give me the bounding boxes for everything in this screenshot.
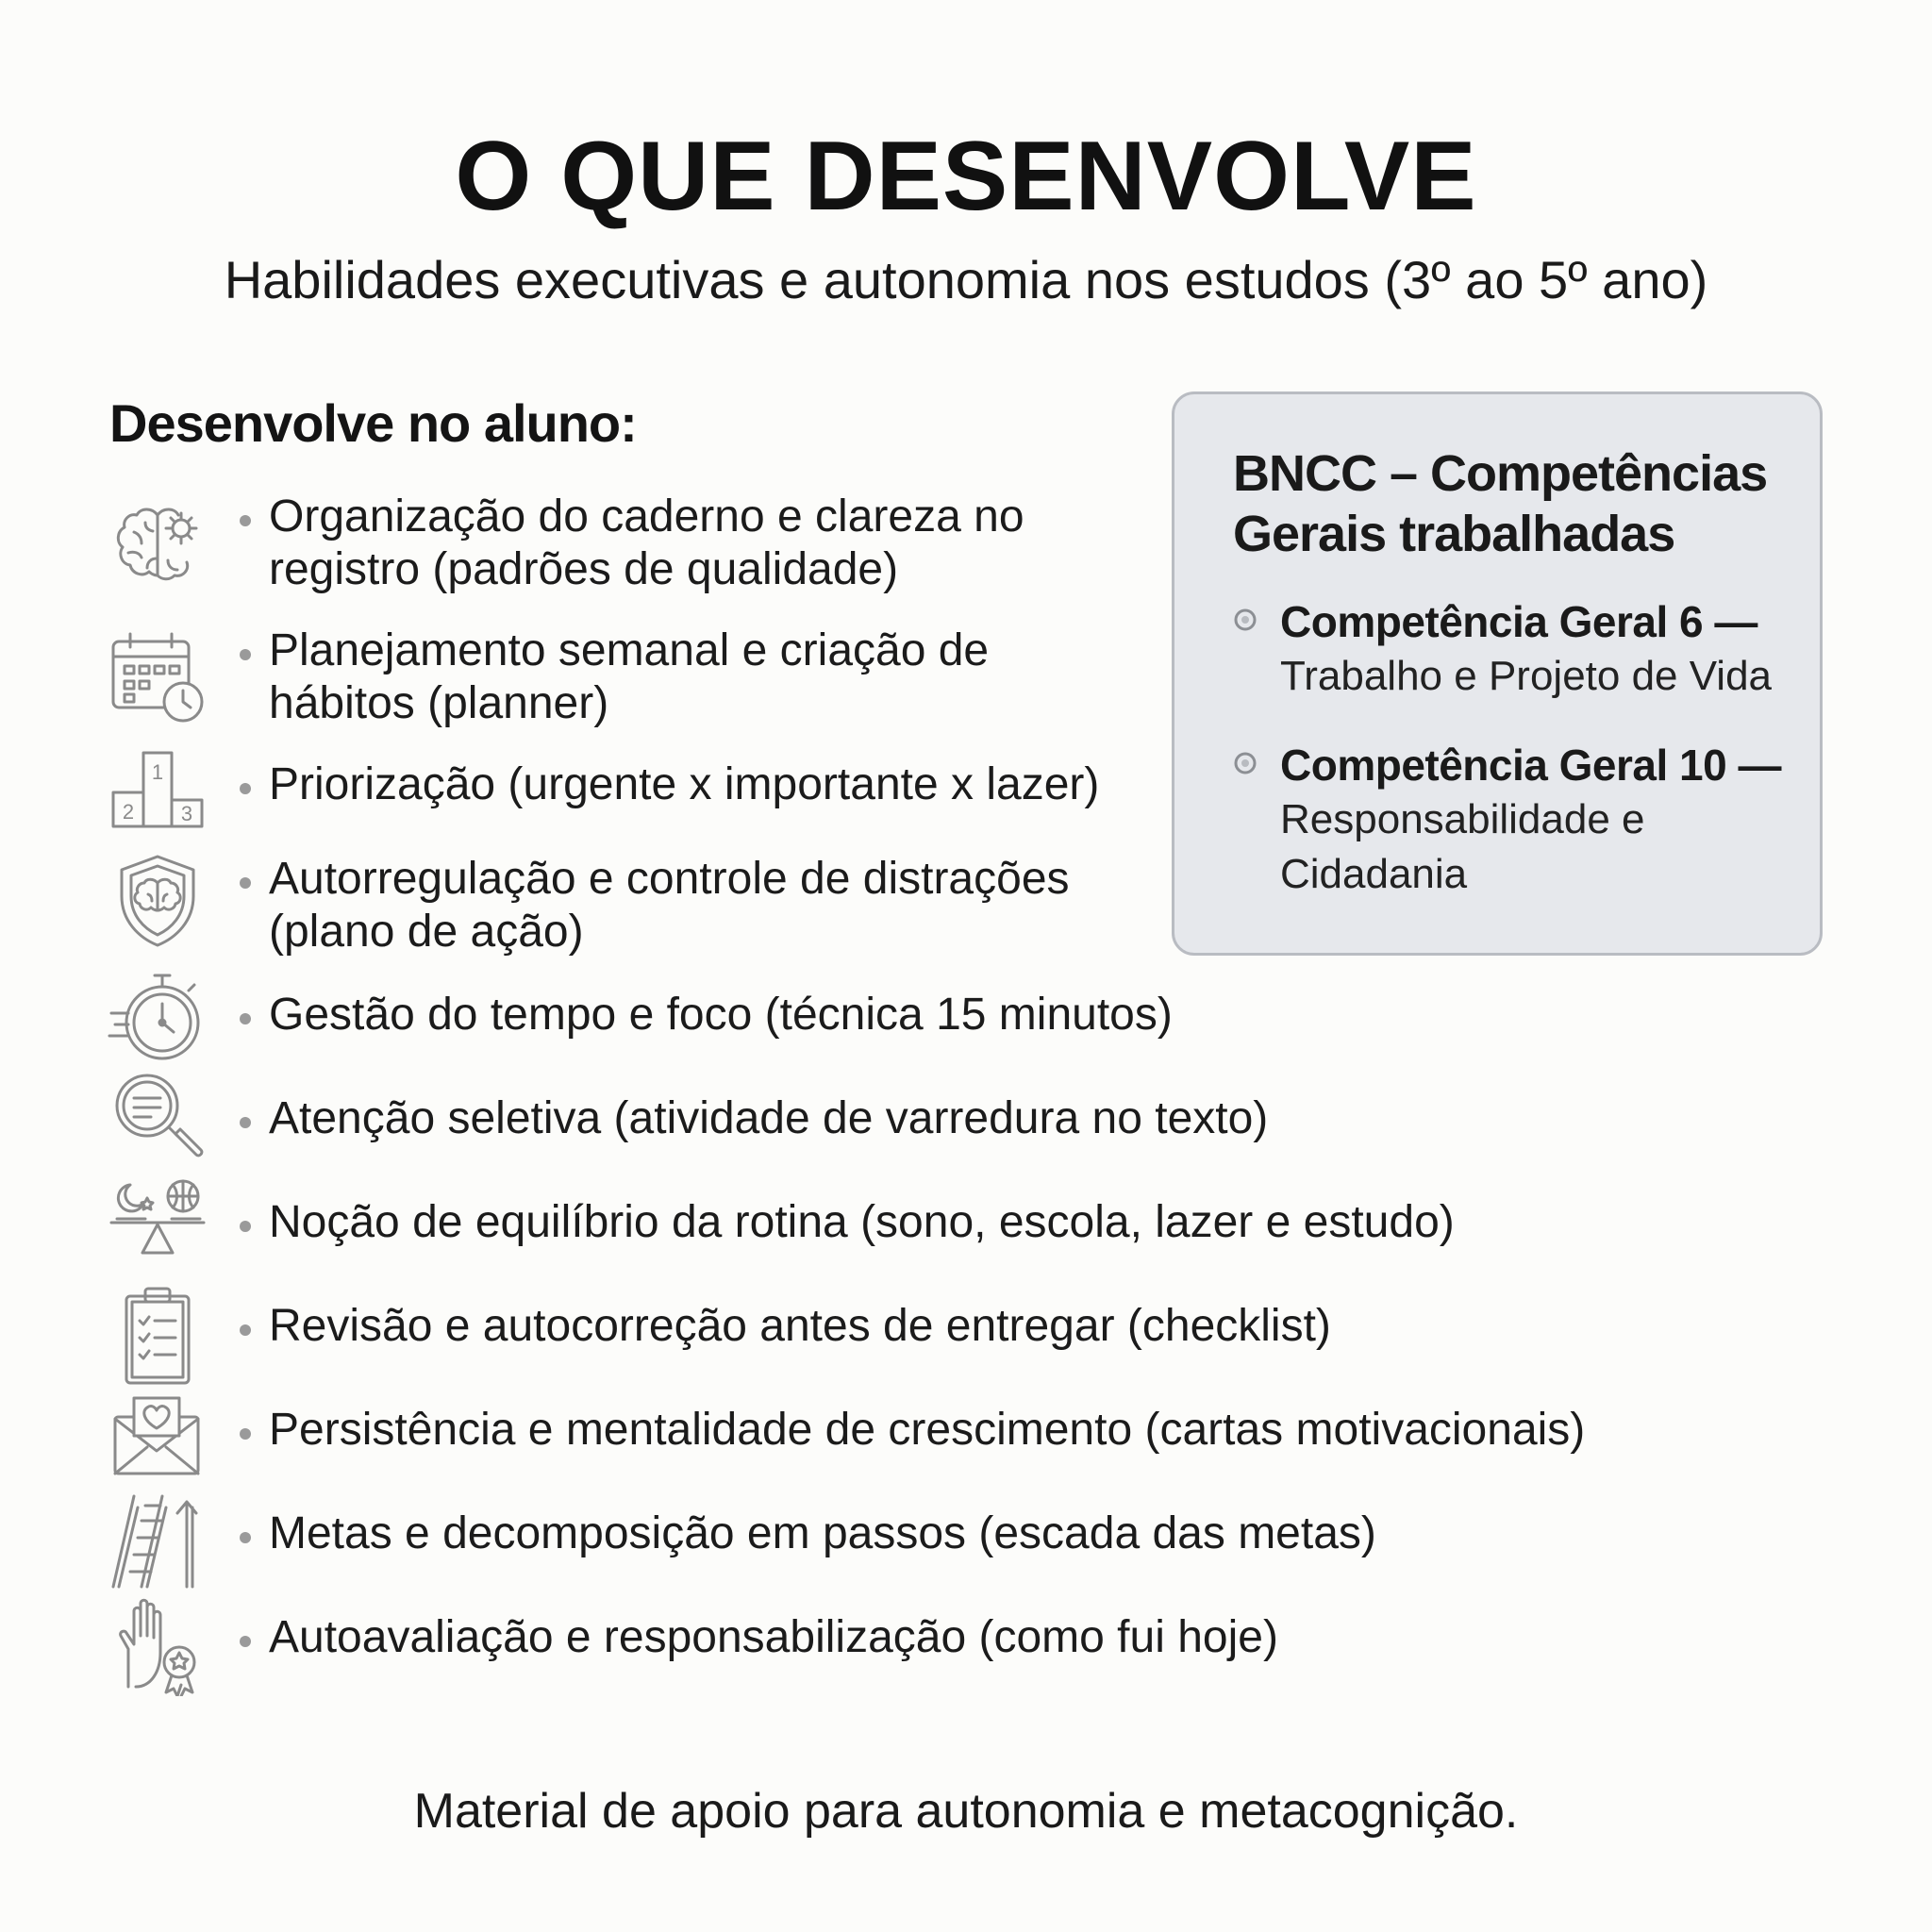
skill-text: Gestão do tempo e foco (técnica 15 minutos) <box>269 990 1173 1040</box>
skill-text: Noção de equilíbrio da rotina (sono, escola, lazer e estudo) <box>269 1197 1455 1247</box>
skill-text: Atenção seletiva (atividade de varredura no texto) <box>269 1093 1269 1143</box>
svg-text:1: 1 <box>151 760 164 784</box>
bullet <box>240 1324 251 1336</box>
magnifier-icon <box>106 1064 209 1168</box>
skills-heading: Desenvolve no aluno: <box>109 393 637 453</box>
skill-text: Priorização (urgente x importante x lazer) <box>269 759 1100 809</box>
bullet <box>240 1532 251 1543</box>
shield-brain-icon <box>106 849 209 953</box>
podium-icon <box>106 740 209 843</box>
skill-item-autoavaliacao <box>0 1611 1660 1687</box>
skill-item-metas <box>0 1507 1660 1583</box>
skill-item-gestao-tempo <box>0 989 1660 1064</box>
bullet <box>240 1117 251 1128</box>
skill-text: Persistência e mentalidade de crescimento (cartas motivacionais) <box>269 1405 1586 1455</box>
hand-badge-icon <box>106 1592 209 1696</box>
ring-bullet-icon <box>1233 608 1257 632</box>
competency-desc: Responsabilidade e Cidadania <box>1280 796 1645 897</box>
skill-item-revisao <box>0 1300 1660 1375</box>
bullet <box>240 1636 251 1647</box>
bullet <box>240 877 251 889</box>
skill-item-atencao <box>0 1092 1660 1168</box>
competency-name: Competência Geral 10 — <box>1280 741 1781 790</box>
svg-text:3: 3 <box>180 802 193 825</box>
page-title: O QUE DESENVOLVE <box>455 122 1477 231</box>
skill-item-equilibrio <box>0 1196 1660 1272</box>
calendar-clock-icon <box>106 626 209 730</box>
skill-text: Revisão e autocorreção antes de entregar (checklist) <box>269 1301 1331 1351</box>
heart-envelope-icon <box>106 1379 209 1483</box>
page-subtitle: Habilidades executivas e autonomia nos estudos (3º ao 5º ano) <box>224 250 1708 309</box>
bncc-panel <box>1172 391 1823 956</box>
ring-bullet-icon <box>1233 751 1257 775</box>
skill-text: Metas e decomposição em passos (escada das metas) <box>269 1508 1376 1558</box>
competency-name: Competência Geral 6 — <box>1280 597 1757 646</box>
skill-item-persistencia <box>0 1404 1660 1479</box>
balance-icon <box>106 1170 209 1274</box>
bullet <box>240 515 251 526</box>
ladder-arrow-icon <box>106 1489 209 1592</box>
bullet <box>240 1013 251 1024</box>
brain-gear-icon <box>106 494 209 598</box>
skill-text: Autoavaliação e responsabilização (como fui hoje) <box>269 1612 1278 1662</box>
svg-text:2: 2 <box>122 800 135 824</box>
bullet <box>240 1221 251 1232</box>
bullet <box>240 649 251 660</box>
bullet <box>240 1428 251 1440</box>
bullet <box>240 783 251 794</box>
footer-note: Material de apoio para autonomia e metacognição. <box>413 1784 1519 1839</box>
skill-text: Autorregulação e controle de distrações (plano de ação) <box>269 854 1070 957</box>
bncc-title: BNCC – Competências Gerais trabalhadas <box>1233 445 1768 562</box>
skill-text: Planejamento semanal e criação de hábitos (planner) <box>269 625 990 728</box>
stopwatch-icon <box>106 966 209 1070</box>
skill-text: Organização do caderno e clareza no registro (padrões de qualidade) <box>269 491 1024 594</box>
clipboard-checklist-icon <box>106 1285 209 1389</box>
competency-desc: Trabalho e Projeto de Vida <box>1280 653 1773 699</box>
